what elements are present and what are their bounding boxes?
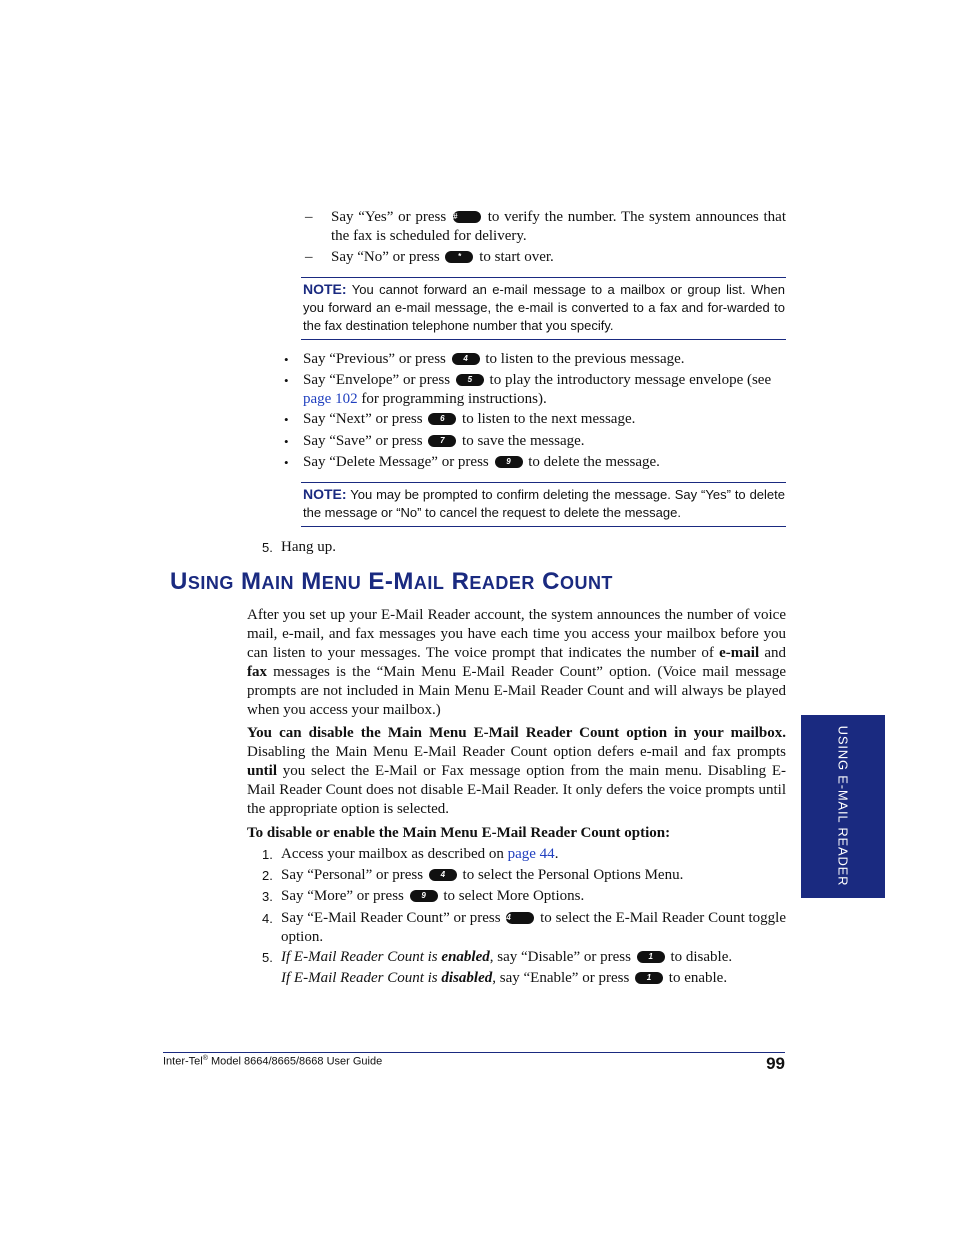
list-item-text: to save the message. <box>462 433 585 449</box>
key-9-icon: 9 <box>410 890 438 902</box>
heading-cap: E-M <box>368 568 414 595</box>
step-item <box>281 909 786 947</box>
heading-cap: M <box>241 568 262 595</box>
heading-small-caps: AIL <box>413 573 445 593</box>
key-4-icon: 4 <box>452 353 480 365</box>
note-box <box>303 485 785 522</box>
step-item <box>281 866 786 885</box>
dash-marker: – <box>305 209 313 225</box>
step-item <box>281 969 786 988</box>
list-item-text: to delete the message. <box>528 454 660 470</box>
section-heading <box>170 568 613 596</box>
registered-mark: ® <box>202 1055 208 1062</box>
step-text: to select the E-Mail Reader Count toggle option. <box>281 910 786 945</box>
list-item-text: Say “Delete Message” or press <box>303 454 489 470</box>
heading-small-caps: SING <box>187 573 234 593</box>
step-text: Say “E-Mail Reader Count” or press <box>281 910 501 926</box>
dash-text: Say “Yes” or press <box>331 209 447 225</box>
step-condition-state: disabled <box>441 970 493 986</box>
bullet-marker: • <box>284 412 289 427</box>
dash-text: to verify the number. The system announces that the fax is scheduled for delivery. <box>331 209 786 244</box>
step-item <box>281 948 786 967</box>
step-text: to disable. <box>670 949 733 965</box>
step-text: Hang up. <box>281 539 336 555</box>
heading-cap: C <box>542 568 560 595</box>
list-item-text: Say “Next” or press <box>303 411 423 427</box>
step-text: Say “Personal” or press <box>281 867 424 883</box>
step-text: to enable. <box>668 970 728 986</box>
heading-small-caps: OUNT <box>559 573 613 593</box>
bullet-marker: • <box>284 373 289 388</box>
note-label: NOTE: <box>303 486 347 502</box>
body-paragraph <box>247 606 786 720</box>
step-text: to select More Options. <box>443 888 585 904</box>
dash-text: to start over. <box>479 249 554 265</box>
paragraph-text: you select the E-Mail or Fax message option from the main menu. Disabling E-Mail Reader Count does not disable E-Mail Reader. It only defers the voice prompts until the appropriate option is selected. <box>247 763 786 817</box>
step-text: Access your mailbox as described on <box>281 846 504 862</box>
body-paragraph <box>247 724 786 819</box>
footer-title <box>163 1055 382 1068</box>
star-key-icon: * <box>445 251 473 263</box>
emphasis-text: until <box>247 763 278 779</box>
emphasis-text: fax <box>247 664 267 680</box>
list-item-text: Say “Save” or press <box>303 433 423 449</box>
note-divider <box>301 482 786 483</box>
step-item <box>281 845 786 864</box>
note-divider <box>301 339 786 340</box>
paragraph-text: Disabling the Main Menu E-Mail Reader Count option defers e-mail and fax prompts <box>247 744 786 760</box>
list-item <box>303 453 786 472</box>
list-item <box>303 371 786 409</box>
note-text: You may be prompted to confirm deleting the message. Say “Yes” to delete the message or “No” to cancel the request to delete the message. <box>303 487 785 520</box>
dash-item <box>331 208 786 246</box>
heading-cap: M <box>301 568 322 595</box>
step-condition: If E-Mail Reader Count is <box>281 949 438 965</box>
page-link[interactable]: page 102 <box>303 391 358 407</box>
step-number: 5. <box>262 540 273 555</box>
key-7-icon: 7 <box>428 435 456 447</box>
step-text: . <box>554 846 559 862</box>
paragraph-text: messages is the “Main Menu E-Mail Reader Count” option. (Voice mail message prompts are not included in Main Menu E-Mail Reader Count and will always be played when you access your mailbox.) <box>247 664 787 718</box>
note-box <box>303 280 785 335</box>
heading-small-caps: EADER <box>469 573 535 593</box>
list-item-text: Say “Previous” or press <box>303 351 446 367</box>
page-number: 99 <box>766 1054 785 1073</box>
dash-marker: – <box>305 249 313 265</box>
step-number: 5. <box>262 950 273 965</box>
step-text: , say “Disable” or press <box>489 949 631 965</box>
heading-cap: R <box>451 568 470 595</box>
bullet-marker: • <box>284 434 289 449</box>
paragraph-text: After you set up your E-Mail Reader account, the system announces the number of voice mail, e-mail, and fax messages you have each time you access your mailbox before you can listen to your messages. The voice prompt that indicates the number of <box>247 607 786 661</box>
emphasis-text: e-mail <box>719 645 760 661</box>
key-4-icon: 4 <box>429 869 457 881</box>
chapter-tab-label: USING E-MAIL READER <box>835 725 851 887</box>
key-5-icon: 5 <box>456 374 484 386</box>
step-number: 1. <box>262 847 273 862</box>
dash-text: Say “No” or press <box>331 249 440 265</box>
note-label: NOTE: <box>303 281 347 297</box>
paragraph-lead: You can disable the Main Menu E-Mail Reader Count option in your mailbox. <box>247 725 786 741</box>
paragraph-text: and <box>764 645 787 661</box>
note-divider <box>301 526 786 527</box>
step-number: 3. <box>262 889 273 904</box>
footer-brand: Inter-Tel <box>163 1055 203 1068</box>
step-number: 2. <box>262 868 273 883</box>
chapter-side-tab <box>801 715 885 898</box>
step-condition: If E-Mail Reader Count is <box>281 970 438 986</box>
list-item-text: to listen to the next message. <box>462 411 636 427</box>
dash-item <box>331 248 786 267</box>
procedure-title: To disable or enable the Main Menu E-Mail Reader Count option: <box>247 825 671 841</box>
key-9-icon: 9 <box>495 456 523 468</box>
key-1-icon: 1 <box>637 951 665 963</box>
step-number: 4. <box>262 911 273 926</box>
key-1-icon: 1 <box>635 972 663 984</box>
step-text: Say “More” or press <box>281 888 404 904</box>
page-link[interactable]: page 44 <box>507 846 555 862</box>
list-item-text: to listen to the previous message. <box>485 351 685 367</box>
list-item <box>303 432 786 451</box>
key-6-icon: 6 <box>428 413 456 425</box>
list-item <box>303 350 786 369</box>
heading-cap: U <box>170 568 188 595</box>
heading-small-caps: AIN <box>261 573 295 593</box>
key-4-icon: 4 <box>506 912 534 924</box>
footer-divider <box>163 1052 785 1053</box>
note-text: You cannot forward an e-mail message to a mailbox or group list. When you forward an e-mail message, the e-mail is converted to a fax and for-warded to the fax destination telephone number that you specify. <box>303 282 785 333</box>
step-text: to select the Personal Options Menu. <box>462 867 684 883</box>
step-item <box>281 887 786 906</box>
list-item-text: for programming instructions). <box>361 391 547 407</box>
list-item-text: Say “Envelope” or press <box>303 372 451 388</box>
heading-small-caps: ENU <box>321 573 362 593</box>
note-divider <box>301 277 786 278</box>
pound-key-icon: # <box>453 211 481 223</box>
list-item-text: to play the introductory message envelope (see <box>489 372 772 388</box>
bullet-marker: • <box>284 352 289 367</box>
bullet-marker: • <box>284 455 289 470</box>
step-condition-state: enabled <box>441 949 490 965</box>
footer-guide-title: Model 8664/8665/8668 User Guide <box>210 1055 383 1068</box>
step-text: , say “Enable” or press <box>492 970 630 986</box>
list-item <box>303 410 786 429</box>
